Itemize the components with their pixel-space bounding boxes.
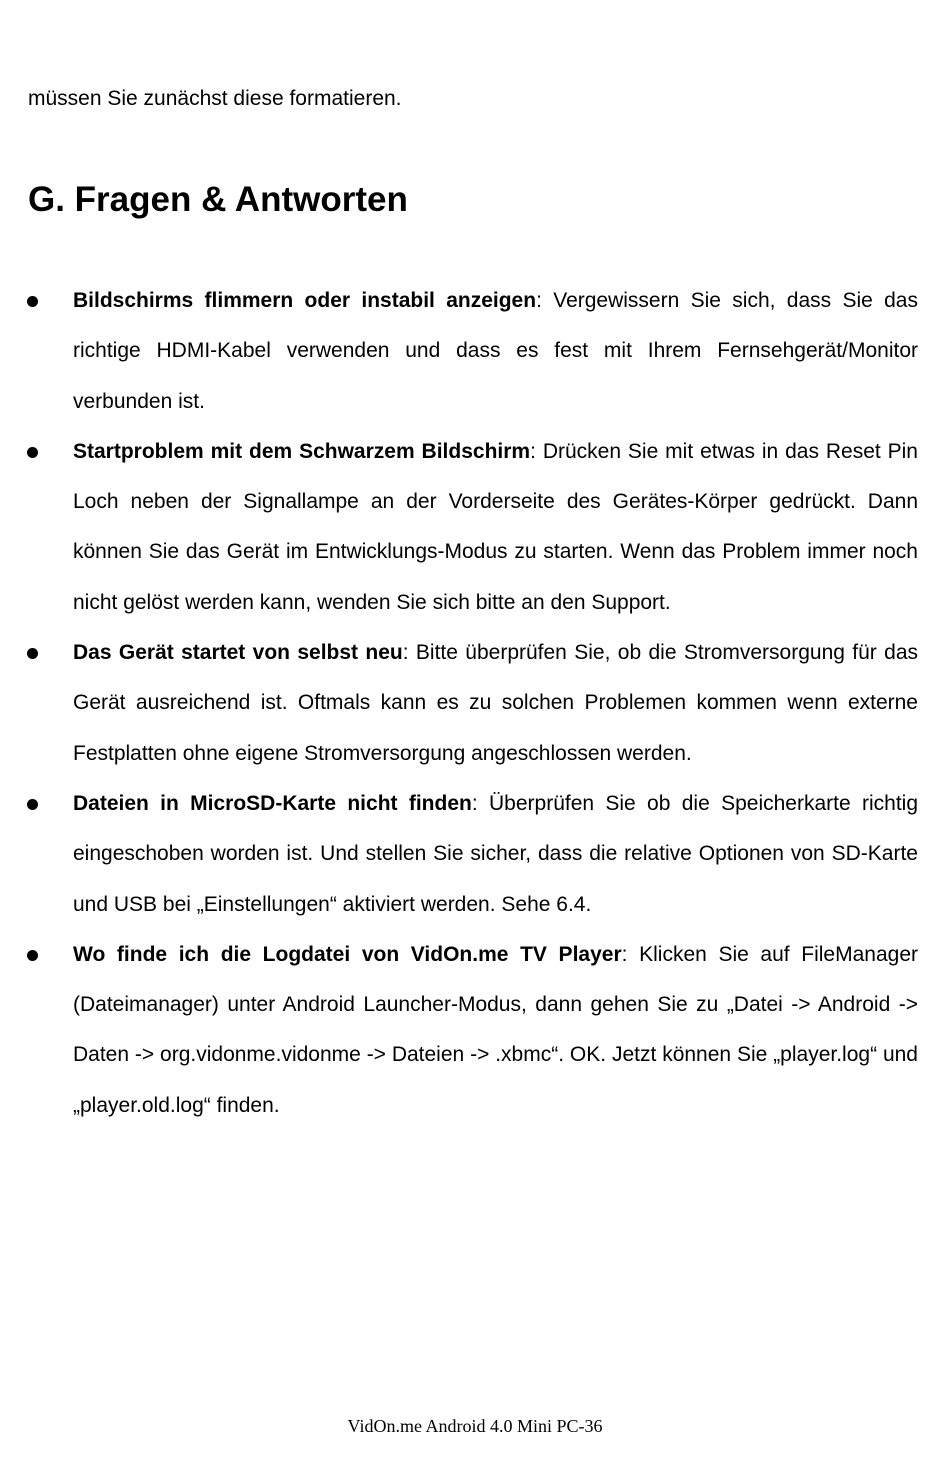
faq-question: Wo finde ich die Logdatei von VidOn.me TV Player [73,942,622,966]
bullet-icon [27,447,38,458]
faq-answer: : Drücken Sie mit etwas in das Reset Pin Loch neben der Signallampe an der Vorderseite des Gerätes-Körper gedrückt. Dann können Sie das Gerät im Entwicklungs-Modus zu starten. Wenn das Problem immer noch nicht gelöst werden kann, wenden Sie sich bitte an den Support. [73,439,918,614]
faq-question: Das Gerät startet von selbst neu [73,641,403,665]
faq-item [0,276,950,427]
faq-item [0,779,950,930]
bullet-icon [27,296,38,307]
bullet-icon [27,799,38,810]
faq-item [0,628,950,779]
bullet-icon [27,950,38,961]
faq-question: Dateien in MicroSD-Karte nicht finden [73,791,472,815]
intro-paragraph: müssen Sie zunächst diese formatieren. [28,87,402,110]
faq-answer: : Überprüfen Sie ob die Speicherkarte richtig eingeschoben worden ist. Und stellen Sie sicher, dass die relative Optionen von SD-Karte und USB bei „Einstellungen“ aktiviert werden. Sehe 6.4. [73,791,919,916]
bullet-icon [27,648,38,659]
faq-list [0,276,950,1131]
faq-question: Bildschirms flimmern oder instabil anzeigen [73,289,537,312]
faq-answer: : Bitte überprüfen Sie, ob die Stromversorgung für das Gerät ausreichend ist. Oftmals kann es zu solchen Problemen kommen wenn externe Festplatten ohne eigene Stromversorgung angeschlossen werden. [73,641,918,765]
faq-item [0,427,950,628]
faq-question: Startproblem mit dem Schwarzem Bildschirm [73,439,531,463]
faq-answer: : Vergewissern Sie sich, dass Sie das richtige HDMI-Kabel verwenden und dass es fest mit Ihrem Fernsehgerät/Monitor verbunden ist. [73,289,918,413]
faq-item [0,930,950,1131]
page-footer: VidOn.me Android 4.0 Mini PC-36 [347,1416,603,1436]
section-title: G. Fragen & Antworten [28,180,408,219]
faq-answer: : Klicken Sie auf FileManager (Dateimanager) unter Android Launcher-Modus, dann gehen Sie zu „Datei -> Android -> Daten -> org.vidonme.vidonme -> Dateien -> .xbmc“. OK. Jetzt können Sie „player.log“ und „player.old.log“ finden. [73,942,918,1117]
